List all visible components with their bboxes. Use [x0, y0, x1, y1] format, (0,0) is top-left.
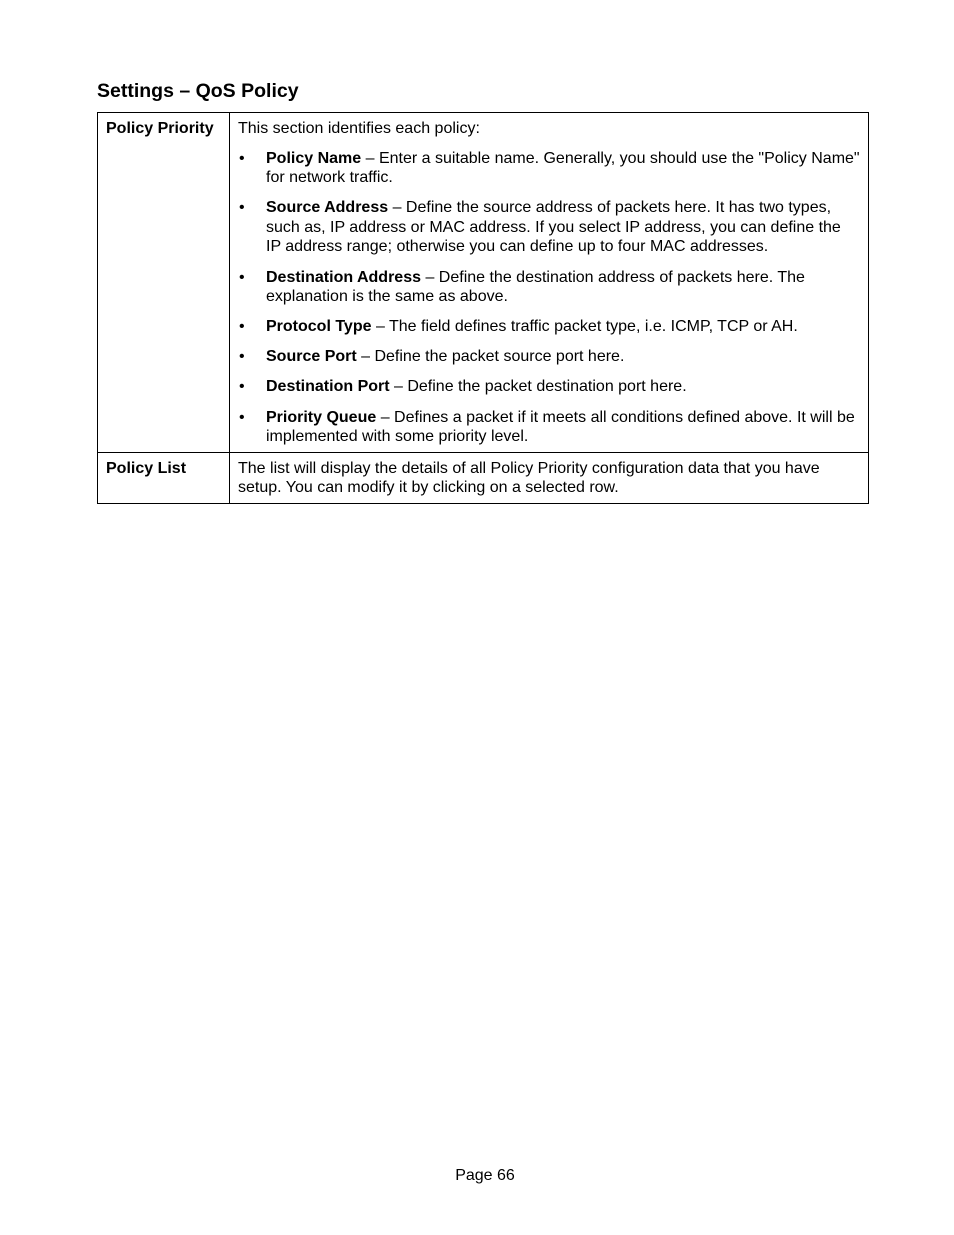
field-term: Protocol Type [266, 318, 372, 336]
list-item [238, 347, 860, 367]
field-description: – Defines a packet if it meets all conditions defined above. It will be implemented with some priority level. [266, 408, 855, 446]
field-term: Policy Name [266, 149, 362, 167]
bullet-icon: • [239, 378, 245, 396]
row-description: The list will display the details of all Policy Priority configuration data that you have setup. You can modify it by clicking on a selected row. [230, 452, 869, 503]
bullet-icon: • [239, 149, 245, 167]
settings-table [97, 112, 869, 504]
field-description: – The field defines traffic packet type, i.e. ICMP, TCP or AH. [371, 318, 798, 336]
page-number: Page 66 [455, 1167, 515, 1184]
bullet-icon: • [239, 318, 245, 336]
field-term: Destination Address [266, 268, 421, 286]
list-item [238, 377, 860, 397]
field-term: Source Port [266, 348, 357, 366]
field-term: Priority Queue [266, 408, 377, 426]
bullet-icon: • [239, 268, 245, 286]
field-term: Destination Port [266, 378, 390, 396]
field-description: – Define the destination address of packets here. The explanation is the same as above. [266, 268, 805, 306]
list-item [238, 317, 860, 337]
bullet-icon: • [239, 348, 245, 366]
list-item [238, 149, 860, 188]
field-term: Source Address [266, 199, 389, 217]
list-item [238, 268, 860, 307]
bullet-icon: • [239, 408, 245, 426]
field-description: – Define the packet source port here. [356, 348, 625, 366]
policy-field-list [238, 149, 860, 447]
list-item [238, 198, 860, 257]
field-description: – Define the packet destination port here. [389, 378, 687, 396]
field-description: – Define the source address of packets here. It has two types, such as, IP address or MAC address. If you select IP address, you can define the IP address range; otherwise you can define up to four MAC addresses. [266, 199, 841, 256]
table-row-policy-priority [98, 113, 869, 453]
row-label: Policy Priority [98, 113, 230, 453]
section-intro: This section identifies each policy: [238, 120, 480, 137]
bullet-icon: • [239, 199, 245, 217]
list-item [238, 408, 860, 447]
page-title: Settings – QoS Policy [97, 80, 299, 102]
row-description [230, 113, 869, 453]
field-description: – Enter a suitable name. Generally, you should use the "Policy Name" for network traffic. [266, 149, 860, 187]
table-row-policy-list [98, 452, 869, 503]
row-label: Policy List [98, 452, 230, 503]
